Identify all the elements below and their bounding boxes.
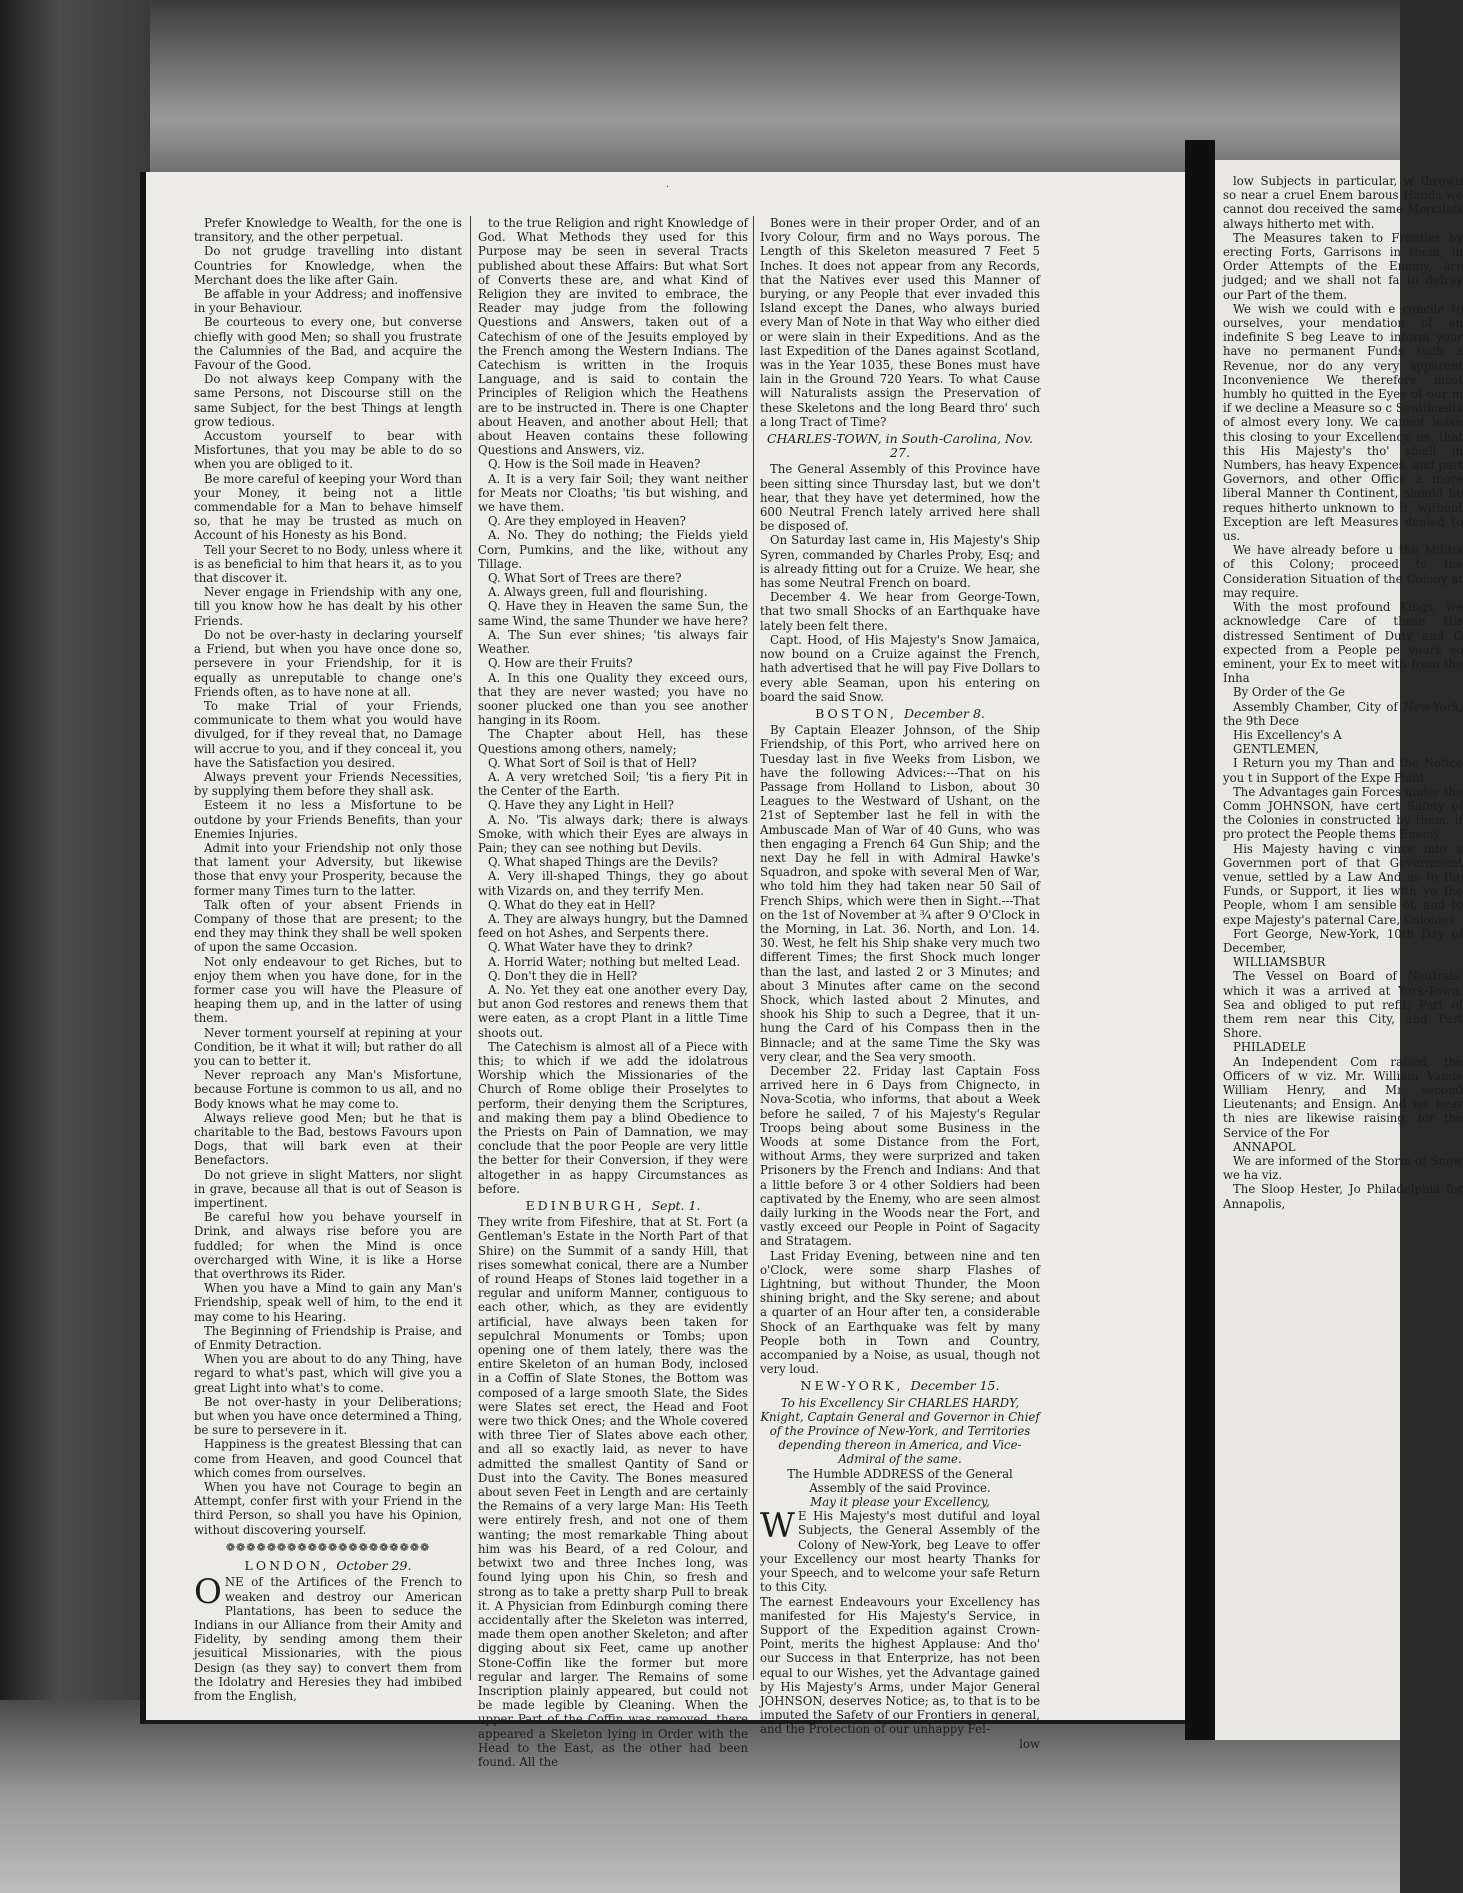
catechism-paragraph: A. Very ill-shaped Things, they go about with Vizards on, and they terrify Men. [478,869,748,898]
facing-page-paragraph: The Measures taken to Frontier by erecting Forts, Garrisons in them, in Order Attempts of the Enemy, are judged; and we shall not fa to defray our Part of the them. [1223,230,1463,302]
address-text-1: E His Majesty's most dutiful and loyal Subjects, the General Assembly of the Colony of New-York, beg Leave to offer your Excellency our most hearty Thanks for your Speech, and to welcome your safe Return to this City. [760,1509,1040,1595]
facing-page-paragraph: With the most profound Kings, we acknowledge Care of these His distressed Sentiment of Duty and G expected from a People pe vours so eminent, your Ex to meet with from the Inha [1223,600,1463,686]
catechism-paragraph: Q. What Sort of Trees are there? [488,571,682,586]
maxim-paragraph: Never engage in Friendship with any one, till you know how he has dealt by his other Friends. [194,585,462,628]
maxim-paragraph: Happiness is the greatest Blessing that can come from Heaven, and good Councel that which comes from ourselves. [194,1437,462,1480]
charlestown-paragraph: The General Assembly of this Province have been sitting since Thursday last, but we don't hear, that they have yet determined, how the 600 Neutral French lately arrived here shall be disposed of. [760,462,1040,534]
catechism-paragraph: A. No. They do nothing; the Fields yield Corn, Pumkins, and the like, without any Tillage. [478,528,748,571]
london-text: NE of the Artifices of the French to weaken and destroy our American Plantations, has been to seduce the Indians in our Alliance from their Amity and Fidelity, by sending among them their jesuitical Missionaries, with the pious Design (as they say) to convert them from the Idolatry and Heresies they had imbibed from the English, [194,1575,462,1703]
maxim-paragraph: Esteem it no less a Misfortune to be outdone by your Friends Benefits, than your Enemies Injuries. [194,798,462,841]
catechism-paragraph: A. A very wretched Soil; 'tis a fiery Pit in the Center of the Earth. [478,769,748,799]
catechism-paragraph: Q. How is the Soil made in Heaven? [488,457,701,472]
address-dropcap: W [760,1506,795,1547]
catechism-paragraph: Q. Don't they die in Hell? [488,968,638,983]
page-gutter [1185,140,1215,1740]
maxim-paragraph: When you have a Mind to gain any Man's Friendship, speak well of him, to the end it may come to his Hearing. [194,1281,462,1324]
maxim-paragraph: Always relieve good Men; but he that is charitable to the Bad, bestows Favours upon Dogs, that will bark even at their Benefactors. [194,1110,462,1168]
maxim-paragraph: Talk often of your absent Friends in Company of those that are present; to the end they may think they shall be well spoken of upon the same Occasion. [194,897,462,955]
maxim-paragraph: Do not always keep Company with the same Persons, not Discourse still on the same Subject, for the best Things at length grow tedious. [194,372,462,429]
maxim-paragraph: Do not grudge travelling into distant Countries for Knowledge, when the Merchant does the like after Gain. [194,244,462,287]
facing-page-text [1223,174,1463,1211]
facing-page-paragraph: An Independent Com raised, the Officers of w viz. Mr. William Vande William Henry, and Mr second Lieutenants; and Ensign. And we hear th nies are likewise raising, for the Service of the For [1223,1054,1463,1140]
maxim-paragraph: To make Trial of your Friends, communicate to them what you would have divulged, for if they reveal that, no Damage will accrue to you, and if they conceal it, you have the Satisfaction you desired. [194,698,462,770]
catechism-paragraph: Q. Are they employed in Heaven? [488,514,686,529]
catechism-paragraph: Q. How are their Fruits? [488,656,633,671]
facing-page-paragraph: ANNAPOL [1233,1139,1296,1154]
maxim-paragraph: Not only endeavour to get Riches, but to enjoy them when you have done, for in the former case you will have the Pleasure of heaping them up, and in the latter of using them. [194,954,462,1026]
boston-heading [760,707,1040,721]
facing-page-paragraph: We have already before u the Militia of this Colony; proceed to the Consideration Situation of the Colony at may require. [1223,543,1463,600]
catechism-paragraph: Q. Have they any Light in Hell? [488,798,674,813]
facing-page-paragraph: His Majesty having c vince into a Governmen port of that Government venue, settled by a Law And as to the Funds, or Support, it lies with yo the People, whom I am sensible of, and to expe Majesty's paternal Care, Colonies. [1223,841,1463,927]
skeleton-paragraph: Bones were in their proper Order, and of an Ivory Colour, firm and no Ways porous. The Length of this Skeleton measured 7 Feet 5 Inches. It does not appear from any Records, that the Natives ever used this Manner of burying, or any People that ever invaded this Island except the Danes, who always buried every Man of Note in that Way who either died or were slain in their Expeditions. And as the last Expedition of the Danes against Scotland, was in the Year 1035, these Bones must have lain in the Ground 720 Years. To what Cause will Naturalists assign the Preservation of these Skeletons and the long Beard thro' such a long Tract of Time? [760,216,1040,429]
maxim-paragraph: Be not over-hasty in your Deliberations; but when you have once determined a Thing, be sure to persevere in it. [194,1394,462,1438]
catchword: low [1019,1736,1040,1751]
maxim-paragraph: Be affable in your Address; and inoffensive in your Behaviour. [194,287,462,316]
edinburgh-heading [478,1199,748,1213]
maxim-paragraph: Be more careful of keeping your Word than your Money, it being not a little commendable for a Man to behave himself so, that he may be trusted as much on Account of his Honesty as his Bond. [194,471,462,543]
maxim-paragraph: Admit into your Friendship not only those that lament your Adversity, but likewise those that envy your Prosperity, because the former many Times turn to the latter. [194,840,462,898]
facing-page-paragraph: PHILADELE [1233,1040,1307,1055]
london-article [194,1572,462,1703]
column-rule-1 [470,216,471,1680]
catechism-paragraph: Q. Have they in Heaven the same Sun, the same Wind, the same Thunder we have here? [478,599,748,628]
catechism-paragraph: The Catechism is almost all of a Piece with this; to which if we add the idolatrous Worship which the Missionaries of the Church of Rome oblige their Proselytes to perform, their denying them the Scriptures, and making them pay a blind Obedience to the Priests on Pain of Damnation, we may conclude that the poor People are very little the better for their Conversion, if they were altogether in as happy Circumstances as before. [478,1039,748,1196]
facing-page-paragraph: We are informed of the Storm of Snow we ha viz. [1223,1154,1463,1183]
catechism-paragraph: A. Always green, full and flourishing. [488,585,708,600]
facing-page-paragraph: I Return you my Than and the Notice you t in Support of the Expe Point. [1223,756,1463,785]
catechism-paragraph: A. No. 'Tis always dark; there is always Smoke, with which their Eyes are always in Pain; they can see nothing but Devils. [478,812,748,855]
facing-page-fragment [1215,160,1463,1740]
address-salutation: May it please your Excellency, [810,1495,990,1510]
maxim-paragraph: Always prevent your Friends Necessities, by supplying them before they shall ask. [194,769,462,799]
facing-page-paragraph: The Vessel on Board of Neutrals, which it was a arrived at York-Town, Sea and obliged to put refit; Part of them rem near this City, and Part Shore. [1223,969,1463,1041]
boston-article [760,723,1040,1376]
catechism-paragraph: A. They are always hungry, but the Damned feed on hot Ashes, and Serpents there. [478,911,748,941]
maxim-paragraph: Do not grieve in slight Matters, nor slight in grave, because all that is out of Season is impertinent. [194,1167,462,1211]
address-recipient: To his Excellency Sir CHARLES HARDY, Knight, Captain General and Governor in Chief of the Province of New-York, and Territories depending thereon in America, and Vice-Admiral of the same. [760,1395,1040,1467]
charlestown-heading: CHARLES-TOWN, in South-Carolina, Nov. 27. [766,431,1034,461]
newspaper-page [140,172,1185,1769]
london-dropcap: O [194,1572,222,1613]
charlestown-paragraph: Capt. Hood, of His Majesty's Snow Jamaica, now bound on a Cruize against the French, hath advertised that he will pay Five Dollars to every able Seaman, upon his entering on board the said Snow. [760,632,1040,704]
maxim-paragraph: Be courteous to every one, but converse chiefly with good Men; so shall you frustrate the Calumnies of the Bad, and acquire the Favour of the Good. [194,315,462,373]
ornament-divider: ❁❁❁❁❁❁❁❁❁❁❁❁❁❁❁❁❁❁❁❁ [225,1540,431,1554]
london-heading [194,1559,462,1573]
facing-page-paragraph: We wish we could with e concile to ourselves, your mendation of an indefinite S beg Leave to inform your have no permanent Funds such a Revenue, nor do any very apparent Inconvenience We therefore most humbly ho quitted in the Eyes of our m if we decline a Measure so c Sentiments of almost every lony. We cannot leave this closing to your Excellency, us, that this His Majesty's tho' small in Numbers, has heavy Expences, and part Governors, and other Office a more liberal Manner th Continent, should be reques hitherto unknown to it, without Exception are left Measures denied to us. [1223,301,1463,544]
edinburgh-article: They write from Fifeshire, that at St. Fort (a Gentleman's Estate in the North Part of that Shire) on the Summit of a sandy Hill, that rises somewhat conical, there are a Number of round Heaps of Stones laid together in a regular and uniform Manner, contiguous to each other, which, as they are evidently artificial, have always been taken for sepulchral Monuments or Tombs; upon opening one of them lately, there was the entire Skeleton of an human Body, inclosed in a Coffin of Slate Stones, the Bottom was composed of a large smooth Slate, the Sides were Slates set erect, the Head and Foot were two thick Ones; and the Whole covered with three Tier of Slates above each other, and all so exactly laid, as never to have admitted the smallest Qantity of Sand or Dust into the Cavity. The Bones measured about seven Feet in Length and are certainly the Remains of a very large Man: His Teeth were entirely fresh, and not one of them wanting; the most remarkable Thing about him was his Beard, of a red Colour, and betwixt two and three Inches long, was found lying upon his Chin, so fresh and strong as to take a pretty sharp Pull to break it. A Physician from Edinburgh coming there accidentally after the Skeleton was interred, made them open another Skeleton; and after digging about six Feet, came up another Stone-Coffin like the former but more regular and larger. The Remains of some Inscription plainly appeared, but could not be made legible by Cleaning. When the upper Part of the Coffin was removed, there appeared a Skeleton lying in Order with the Head to the East, as the other had been found. All the [478,1215,748,1769]
newyork-date: December 15. [910,1378,1000,1394]
facing-page-paragraph: By Order of the Ge [1233,685,1345,700]
catechism-paragraph: Q. What shaped Things are the Devils? [488,855,718,870]
facing-page-paragraph: Fort George, New-York, 10th Day of December, [1223,926,1463,955]
facing-page-paragraph: The Advantages gain Forces under the Comm JOHNSON, have cert Safety of the Colonies in constructed by them, if pro protect the People thems Enemy. [1223,784,1463,842]
maxim-paragraph: When you have not Courage to begin an Attempt, confer first with your Friend in the third Person, so shall you have his Opinion, without discovering yourself. [194,1480,462,1537]
catechism-article [478,216,748,1196]
facing-page-paragraph: Assembly Chamber, City of New-York, the 9th Dece [1223,699,1463,728]
maxim-paragraph: Be careful how you behave yourself in Drink, and always rise before you are fuddled; for when the Mind is once overcharged with Wine, it is like a Horse that overthrows its Rider. [194,1210,462,1282]
facing-page-paragraph: His Excellency's A [1233,727,1342,742]
london-title: LONDON, [244,1558,330,1574]
maxim-paragraph: Do not be over-hasty in declaring yourself a Friend, but when you have once done so, persevere in your Friendship, for it is equally as unreputable to change one's Friends often, as to have none at all. [194,627,462,699]
facing-page-paragraph: low Subjects in particular, w thrown so near a cruel Enem barous Hands we cannot dou received the same Mercilefs always hitherto met with. [1223,174,1463,231]
catechism-paragraph: Q. What do they eat in Hell? [488,897,656,912]
boston-paragraph: December 22. Friday last Captain Foss arrived here in 6 Days from Chignecto, in Nova-Scotia, who informs, that about a Week before he sailed, 7 of his Majesty's Regular Troops being about some Business in the Woods at some Distance from the Fort, without Arms, they were surprized and taken Prisoners by the French and Indians: And that a little before 3 or 4 other Soldiers had been captivated by the Enemy, who are seen almost daily lurking in the Woods near the Fort, and vastly exceed our People in Point of Sagacity and Stratagem. [760,1063,1040,1249]
maxim-paragraph: Never reproach any Man's Misfortune, because Fortune is common to us all, and no Body knows what he may come to. [194,1068,462,1111]
charlestown-article [760,462,1040,703]
catechism-paragraph: A. No. Yet they eat one another every Day, but anon God restores and renews them that were eaten, as a cropt Plant in a little Time shoots out. [478,982,748,1040]
maxims-list [194,216,462,1537]
skeleton-article-continued [760,216,1040,429]
facing-page-paragraph: GENTLEMEN, [1233,742,1319,757]
catechism-paragraph: to the true Religion and right Knowledge of God. What Methods they used for this Purpose may be seen in several Tracts published about these Affairs: But what Sort of Converts these are, and what Kind of Religion they are invited to embrace, the Reader may judge from the following Questions and Answers, taken out of a Catechism of one of the Jesuits employed by the French among the Western Indians. The Catechism is written in the Iroquis Language, and is said to contain the Principles of Religion which the Heathens are to be instructed in. There is one Chapter about Heaven, and another about Hell; that about Heaven contains these following Questions and Answers, viz. [478,216,748,458]
maxim-paragraph: Prefer Knowledge to Wealth, for the one is transitory, and the other perpetual. [194,216,462,245]
newyork-heading [760,1379,1040,1393]
catechism-paragraph: A. The Sun ever shines; 'tis always fair Weather. [478,627,748,657]
address-title: The Humble ADDRESS of the General Assembly of the said Province. [787,1466,1013,1495]
edinburgh-date: Sept. 1. [651,1198,701,1214]
catechism-paragraph: The Chapter about Hell, has these Questions among others, namely; [478,727,748,756]
maxim-paragraph: Never torment yourself at repining at your Condition, be it what it will; but rather do all you can to better it. [194,1025,462,1068]
facing-page-paragraph: The Sloop Hester, Jo Philadelphia for Annapolis, [1223,1182,1463,1211]
facing-page-paragraph: WILLIAMSBUR [1233,955,1326,970]
maxim-paragraph: Tell your Secret to no Body, unless where it is as beneficial to him that hears it, as to you that discover it. [194,542,462,586]
catechism-paragraph: A. Horrid Water; nothing but melted Lead. [488,954,741,969]
catechism-paragraph: Q. What Water have they to drink? [488,940,693,955]
boston-title: BOSTON, [815,705,897,721]
edinburgh-title: EDINBURGH, [525,1198,645,1214]
maxim-paragraph: When you are about to do any Thing, have regard to what's past, which will give you a great Light into what's to come. [194,1352,462,1395]
address-paragraph-1 [760,1506,1040,1595]
newyork-title: NEW-YORK, [800,1378,904,1394]
charlestown-paragraph: December 4. We hear from George-Town, that two small Shocks of an Earthquake have lately been felt there. [760,590,1040,633]
catechism-paragraph: A. In this one Quality they exceed ours, that they are never wasted; you have no sooner plucked one than you see another hanging in its Room. [478,670,748,728]
column-3 [760,216,1040,1751]
maxim-paragraph: The Beginning of Friendship is Praise, and of Enmity Detraction. [194,1323,462,1353]
column-2 [478,216,748,1769]
catechism-paragraph: Q. What Sort of Soil is that of Hell? [488,755,697,770]
boston-date: December 8. [903,705,985,721]
boston-paragraph: By Captain Eleazer Johnson, of the Ship Friendship, of this Port, who arrived here on Tuesday last in five Weeks from Lisbon, we have the following Advices:---That on his Passage from Holland to Lisbon, about 30 Leagues to the Westward of Ushant, on the 21st of September last he fell in with the Ambuscade Man of War of 40 Guns, who was then engaging a French 64 Gun Ship; and the next Day he fell in with Admiral Hawke's Squadron, and spoke with several Men of War, who told him they had taken near 50 Sail of French Ships, which were then in Sight.---That on the 1st of November at ¾ after 9 O'Clock in the Morning, in Lat. 36. North, and Lon. 14. 30. West, he felt his Ship shake very much two different Times; the first Shock much longer than the last, and lasted 2 or 3 Minutes; and about 3 Minutes after came on the second Shock, which lasted about 2 Minutes, and shook his Ship to such a Degree, that it un-hung the Card of his Compass then in the Binnacle; and at the same Time the Sky was very clear, and the Sea very smooth. [760,723,1040,1064]
book-spine-shadow [0,0,150,1893]
charlestown-paragraph: On Saturday last came in, His Majesty's Ship Syren, commanded by Charles Proby, Esq; and is already fitting out for a Cruize. We hear, she has some Neutral French on board. [760,533,1040,591]
column-1 [194,216,462,1703]
column-4 [1223,174,1463,1211]
column-rule-2 [753,216,754,1680]
maxim-paragraph: Accustom yourself to bear with Misfortunes, that you may be able to do so when you are obliged to it. [194,429,462,472]
page-mark: · [666,182,670,193]
boston-paragraph: Last Friday Evening, between nine and ten o'Clock, were some sharp Flashes of Lightning, but without Thunder, the Moon shining bright, and the Sky serene; and about a quarter of an Hour after ten, a considerable Shock of an Earthquake was felt by many People both in Town and Country, accompanied by a Noise, as usual, though not very loud. [760,1248,1040,1377]
catechism-paragraph: A. It is a very fair Soil; they want neither for Meats nor Cloaths; 'tis but wishing, and we have them. [478,471,748,515]
address-paragraph-2: The earnest Endeavours your Excellency has manifested for His Majesty's Service, in Support of the Expedition against Crown-Point, merits the highest Applause: And tho' our Success in that Enterprize, has not been equal to our Wishes, yet the Advantage gained by His Majesty's Arms, under Major General JOHNSON, deserves Notice; as, to that is to be imputed the Safety of our Frontiers in general, and the Protection of our unhappy Fel- [760,1594,1040,1737]
london-date: October 29. [336,1558,412,1574]
